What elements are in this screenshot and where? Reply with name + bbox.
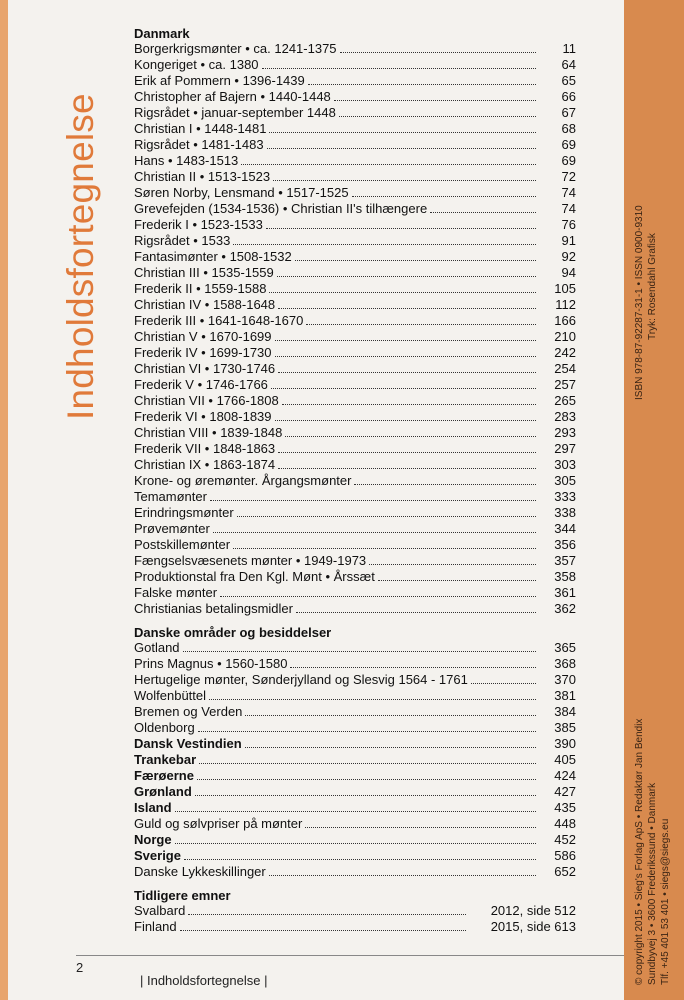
dot-leader — [290, 667, 536, 668]
toc-entry — [134, 704, 576, 720]
toc-entry-page: 356 — [554, 537, 576, 552]
toc-entry — [134, 57, 576, 73]
toc-entry — [134, 233, 576, 249]
toc-entry-title: Erindringsmønter — [134, 505, 234, 520]
toc-entry — [134, 393, 576, 409]
toc-entry-title: Christian III • 1535-1559 — [134, 265, 274, 280]
toc-entry-title: Rigsrådet • 1481-1483 — [134, 137, 264, 152]
toc-entry — [134, 105, 576, 121]
toc-entry — [134, 601, 576, 617]
toc-entry — [134, 489, 576, 505]
toc-entry-title: Oldenborg — [134, 720, 195, 735]
footer-divider — [76, 955, 624, 956]
toc-entry — [134, 441, 576, 457]
section-heading: Danske områder og besiddelser — [134, 625, 332, 640]
dot-leader — [278, 468, 536, 469]
toc-entry-page: 69 — [561, 153, 576, 168]
toc-entry — [134, 377, 576, 393]
toc-entry-page: 112 — [555, 297, 576, 312]
toc-entry-page: 2012, side 512 — [490, 903, 576, 918]
dot-leader — [306, 324, 536, 325]
toc-entry-title: Grønland — [134, 784, 192, 799]
dot-leader — [308, 84, 536, 85]
dot-leader — [334, 100, 536, 101]
side-title: Indholdsfortegnelse — [60, 93, 101, 420]
dot-leader — [430, 212, 536, 213]
toc-entry — [134, 73, 576, 89]
dot-leader — [282, 404, 536, 405]
toc-entry-page: 368 — [554, 656, 576, 671]
toc-entry-page: 66 — [561, 89, 576, 104]
toc-entry-title: Christian II • 1513-1523 — [134, 169, 271, 184]
toc-entry-page: 424 — [554, 768, 576, 783]
dot-leader — [296, 612, 536, 613]
toc-entry-page: 69 — [561, 137, 576, 152]
toc-entry-title: Gotland — [134, 640, 180, 655]
toc-entry-page: 448 — [554, 816, 576, 831]
dot-leader — [295, 260, 536, 261]
dot-leader — [241, 164, 536, 165]
dot-leader — [277, 276, 536, 277]
toc-entry — [134, 281, 576, 297]
table-of-contents — [134, 26, 576, 935]
toc-entry — [134, 153, 576, 169]
toc-entry-title: Christian IV • 1588-1648 — [134, 297, 276, 312]
toc-entry-page: 370 — [554, 672, 576, 687]
dot-leader — [275, 356, 536, 357]
toc-entry-title: Krone- og øremønter. Årgangsmønter — [134, 473, 352, 488]
toc-entry-title: Christian IX • 1863-1874 — [134, 457, 276, 472]
toc-entry-page: 333 — [554, 489, 576, 504]
toc-entry-title: Frederik II • 1559-1588 — [134, 281, 267, 296]
dot-leader — [339, 116, 536, 117]
toc-entry-page: 385 — [554, 720, 576, 735]
toc-entry-title: Svalbard — [134, 903, 186, 918]
toc-entry — [134, 41, 576, 57]
toc-entry-title: Bremen og Verden — [134, 704, 243, 719]
toc-entry-title: Christian V • 1670-1699 — [134, 329, 272, 344]
toc-entry-page: 74 — [561, 201, 576, 216]
toc-entry — [134, 521, 576, 537]
toc-entry-title: Sverige — [134, 848, 181, 863]
toc-entry-title: Postskillemønter — [134, 537, 231, 552]
dot-leader — [285, 436, 536, 437]
toc-entry — [134, 919, 576, 935]
toc-entry-page: 210 — [554, 329, 576, 344]
toc-entry-page: 652 — [554, 864, 576, 879]
toc-entry — [134, 640, 576, 656]
dot-leader — [352, 196, 536, 197]
dot-leader — [209, 699, 536, 700]
toc-entry — [134, 864, 576, 880]
toc-entry-title: Christian I • 1448-1481 — [134, 121, 267, 136]
colophon-print: Tryk: Rosendahl Grafisk — [647, 233, 658, 340]
colophon-contact: Tlf. +45 401 53 401 • siegs@siegs.eu — [660, 818, 671, 985]
toc-entry-page: 338 — [554, 505, 576, 520]
toc-entry-title: Rigsrådet • 1533 — [134, 233, 231, 248]
toc-entry-page: 390 — [554, 736, 576, 751]
dot-leader — [245, 747, 536, 748]
toc-entry-page: 305 — [554, 473, 576, 488]
toc-entry-page: 257 — [554, 377, 576, 392]
toc-entry — [134, 656, 576, 672]
page-edge-strip — [0, 0, 8, 1000]
toc-entry — [134, 903, 576, 919]
toc-entry-title: Guld og sølvpriser på mønter — [134, 816, 303, 831]
toc-entry-title: Danske Lykkeskillinger — [134, 864, 266, 879]
toc-entry — [134, 473, 576, 489]
dot-leader — [340, 52, 536, 53]
toc-entry-page: 361 — [554, 585, 576, 600]
toc-entry-title: Frederik III • 1641-1648-1670 — [134, 313, 304, 328]
toc-entry-title: Fantasimønter • 1508-1532 — [134, 249, 292, 264]
dot-leader — [269, 292, 536, 293]
dot-leader — [175, 843, 536, 844]
toc-entry-page: 384 — [554, 704, 576, 719]
toc-entry-page: 166 — [554, 313, 576, 328]
toc-entry — [134, 585, 576, 601]
toc-entry — [134, 832, 576, 848]
toc-entry-title: Norge — [134, 832, 172, 847]
dot-leader — [471, 683, 536, 684]
toc-entry-title: Frederik IV • 1699-1730 — [134, 345, 272, 360]
toc-entry-title: Søren Norby, Lensmand • 1517-1525 — [134, 185, 349, 200]
toc-entry-title: Hans • 1483-1513 — [134, 153, 239, 168]
dot-leader — [198, 731, 536, 732]
toc-entry — [134, 121, 576, 137]
toc-entry — [134, 185, 576, 201]
dot-leader — [220, 596, 536, 597]
dot-leader — [199, 763, 536, 764]
toc-entry-page: 303 — [554, 457, 576, 472]
toc-entry-page: 76 — [561, 217, 576, 232]
toc-entry-page: 405 — [554, 752, 576, 767]
colophon-address: Sundbyvej 3 • 3600 Frederikssund • Danmark — [647, 782, 658, 985]
toc-entry-title: Kongeriget • ca. 1380 — [134, 57, 259, 72]
toc-entry-title: Christianias betalingsmidler — [134, 601, 293, 616]
toc-entry — [134, 752, 576, 768]
toc-entry — [134, 297, 576, 313]
dot-leader — [266, 228, 536, 229]
toc-entry-title: Hertugelige mønter, Sønderjylland og Slesvig 1564 - 1761 — [134, 672, 468, 687]
toc-entry — [134, 169, 576, 185]
dot-leader — [188, 914, 466, 915]
colophon-copyright: © copyright 2015 • Sieg's Forlag ApS • Redaktør Jan Bendix — [634, 718, 645, 985]
dot-leader — [213, 532, 536, 533]
toc-entry-title: Wolfenbüttel — [134, 688, 207, 703]
dot-leader — [278, 308, 536, 309]
section-heading: Tidligere emner — [134, 888, 231, 903]
dot-leader — [378, 580, 536, 581]
toc-entry-title: Falske mønter — [134, 585, 218, 600]
toc-entry-page: 72 — [561, 169, 576, 184]
toc-entry-page: 297 — [554, 441, 576, 456]
dot-leader — [305, 827, 536, 828]
toc-entry — [134, 553, 576, 569]
toc-entry — [134, 720, 576, 736]
toc-entry — [134, 265, 576, 281]
toc-entry — [134, 569, 576, 585]
toc-entry-page: 362 — [554, 601, 576, 616]
toc-entry-page: 586 — [554, 848, 576, 863]
toc-entry-title: Temamønter — [134, 489, 207, 504]
toc-entry-page: 94 — [561, 265, 576, 280]
toc-entry — [134, 672, 576, 688]
dot-leader — [269, 132, 536, 133]
toc-entry — [134, 784, 576, 800]
toc-entry — [134, 345, 576, 361]
toc-entry-page: 254 — [554, 361, 576, 376]
toc-entry-page: 2015, side 613 — [490, 919, 576, 934]
toc-entry — [134, 137, 576, 153]
toc-entry-title: Frederik VII • 1848-1863 — [134, 441, 276, 456]
toc-entry-page: 381 — [554, 688, 576, 703]
dot-leader — [354, 484, 536, 485]
toc-entry — [134, 800, 576, 816]
toc-entry-title: Trankebar — [134, 752, 197, 767]
dot-leader — [210, 500, 536, 501]
toc-entry-title: Christian VII • 1766-1808 — [134, 393, 279, 408]
toc-entry-page: 242 — [554, 345, 576, 360]
toc-entry-title: Produktionstal fra Den Kgl. Mønt • Årssæt — [134, 569, 375, 584]
dot-leader — [278, 452, 536, 453]
dot-leader — [275, 340, 536, 341]
toc-entry — [134, 201, 576, 217]
toc-entry-title: Dansk Vestindien — [134, 736, 242, 751]
dot-leader — [183, 651, 536, 652]
dot-leader — [175, 811, 536, 812]
dot-leader — [269, 875, 536, 876]
colophon-band — [624, 0, 684, 1000]
toc-entry-page: 92 — [561, 249, 576, 264]
dot-leader — [233, 244, 536, 245]
dot-leader — [369, 564, 536, 565]
toc-entry-title: Rigsrådet • januar-september 1448 — [134, 105, 336, 120]
section-gap — [134, 880, 576, 888]
toc-entry-title: Borgerkrigsmønter • ca. 1241-1375 — [134, 41, 337, 56]
toc-entry — [134, 457, 576, 473]
dot-leader — [233, 548, 536, 549]
toc-entry-title: Island — [134, 800, 172, 815]
toc-entry — [134, 89, 576, 105]
toc-entry-title: Erik af Pommern • 1396-1439 — [134, 73, 305, 88]
toc-entry-page: 427 — [554, 784, 576, 799]
section-gap — [134, 617, 576, 625]
toc-entry-title: Finland — [134, 919, 177, 934]
toc-entry — [134, 848, 576, 864]
toc-entry-title: Prins Magnus • 1560-1580 — [134, 656, 288, 671]
dot-leader — [197, 779, 536, 780]
toc-entry — [134, 768, 576, 784]
dot-leader — [195, 795, 536, 796]
toc-entry — [134, 537, 576, 553]
toc-entry-page: 357 — [554, 553, 576, 568]
toc-entry-title: Fængselsvæsenets mønter • 1949-1973 — [134, 553, 367, 568]
toc-entry — [134, 688, 576, 704]
toc-entry — [134, 425, 576, 441]
toc-entry — [134, 736, 576, 752]
dot-leader — [245, 715, 536, 716]
footer-label: | Indholdsfortegnelse | — [140, 973, 268, 988]
toc-entry — [134, 409, 576, 425]
toc-entry-page: 365 — [554, 640, 576, 655]
toc-entry — [134, 217, 576, 233]
toc-entry-title: Christopher af Bajern • 1440-1448 — [134, 89, 331, 104]
dot-leader — [278, 372, 536, 373]
section-heading: Danmark — [134, 26, 190, 41]
toc-entry-title: Grevefejden (1534-1536) • Christian II's tilhængere — [134, 201, 428, 216]
toc-entry — [134, 816, 576, 832]
dot-leader — [180, 930, 466, 931]
toc-entry-title: Frederik I • 1523-1533 — [134, 217, 263, 232]
dot-leader — [273, 180, 536, 181]
toc-entry-page: 435 — [554, 800, 576, 815]
toc-entry — [134, 361, 576, 377]
toc-entry-page: 65 — [561, 73, 576, 88]
toc-entry-title: Frederik VI • 1808-1839 — [134, 409, 272, 424]
dot-leader — [271, 388, 536, 389]
page-number: 2 — [76, 960, 84, 975]
dot-leader — [237, 516, 536, 517]
dot-leader — [184, 859, 536, 860]
toc-entry — [134, 249, 576, 265]
toc-entry-page: 283 — [554, 409, 576, 424]
toc-entry-page: 11 — [562, 41, 576, 56]
toc-entry-page: 358 — [554, 569, 576, 584]
toc-entry-title: Frederik V • 1746-1766 — [134, 377, 268, 392]
dot-leader — [267, 148, 536, 149]
toc-entry-page: 67 — [561, 105, 576, 120]
toc-entry-page: 265 — [554, 393, 576, 408]
toc-entry-page: 452 — [554, 832, 576, 847]
toc-entry-page: 68 — [561, 121, 576, 136]
toc-entry-title: Christian VI • 1730-1746 — [134, 361, 276, 376]
toc-entry-page: 74 — [561, 185, 576, 200]
colophon-isbn: ISBN 978-87-92287-31-1 • ISSN 0900-9310 — [634, 205, 645, 400]
toc-entry-title: Prøvemønter — [134, 521, 210, 536]
toc-entry-page: 293 — [554, 425, 576, 440]
toc-entry-page: 344 — [554, 521, 576, 536]
toc-entry-title: Christian VIII • 1839-1848 — [134, 425, 283, 440]
toc-entry-title: Færøerne — [134, 768, 194, 783]
toc-entry — [134, 505, 576, 521]
toc-entry-page: 105 — [554, 281, 576, 296]
toc-entry-page: 64 — [561, 57, 576, 72]
dot-leader — [275, 420, 536, 421]
dot-leader — [262, 68, 536, 69]
toc-entry — [134, 313, 576, 329]
toc-entry — [134, 329, 576, 345]
toc-entry-page: 91 — [561, 233, 576, 248]
